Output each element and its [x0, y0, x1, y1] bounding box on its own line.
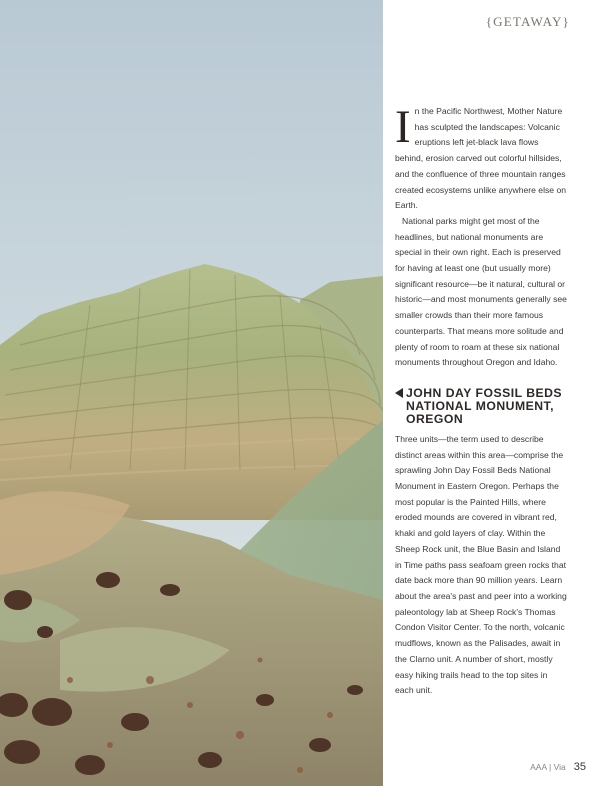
intro-paragraph-1: [395, 101, 567, 214]
section-heading-text: JOHN DAY FOSSIL BEDS NATIONAL MONUMENT, OREGON: [406, 385, 563, 426]
article-body: [395, 101, 567, 699]
intro-paragraph-2: National parks might get most of the headlines, but national monuments are special in their own right. Each is preserved for having at least one (but usually more) significant resource—be it natural, cultural or historic—and most monuments generally see smaller crowds than their more famous counterparts. That means more solitude and plenty of room to roam at these six national monuments throughout Oregon and Idaho.: [395, 215, 567, 368]
drop-cap: I: [395, 101, 411, 153]
section-tag: {GETAWAY}: [485, 14, 570, 29]
page-footer: [530, 761, 586, 773]
magazine-name: AAA | Via: [530, 762, 566, 772]
intro-paragraph-1-text: n the Pacific Northwest, Mother Nature has sculpted the landscapes: Volcanic eruptions left jet-black lava flows behind, erosion carved out colorful hillsides, and the confluence of three mountain ranges created ecosystems unlike anywhere else on Earth.: [395, 106, 567, 211]
section-body: Three units—the term used to describe distinct areas within this area—comprise the sprawling John Day Fossil Beds National Monument in Eastern Oregon. Perhaps the most popular is the Painted Hills, where eroded mounds are covered in vibrant red, khaki and gold layers of clay. Within the Sheep Rock unit, the Blue Basin and Island in Time paths pass seafoam green rocks that date back more than 90 million years. Learn about the area's past and peer into a working paleontology lab at Sheep Rock's Thomas Condon Visitor Center. To the north, volcanic mudflows, known as the Palisades, await in the Clarno unit. A number of short, mostly easy hiking trails head to the top sites in each unit.: [395, 433, 567, 696]
page-number: 35: [573, 761, 586, 773]
section-heading: [395, 387, 567, 426]
left-triangle-icon: [395, 388, 403, 398]
